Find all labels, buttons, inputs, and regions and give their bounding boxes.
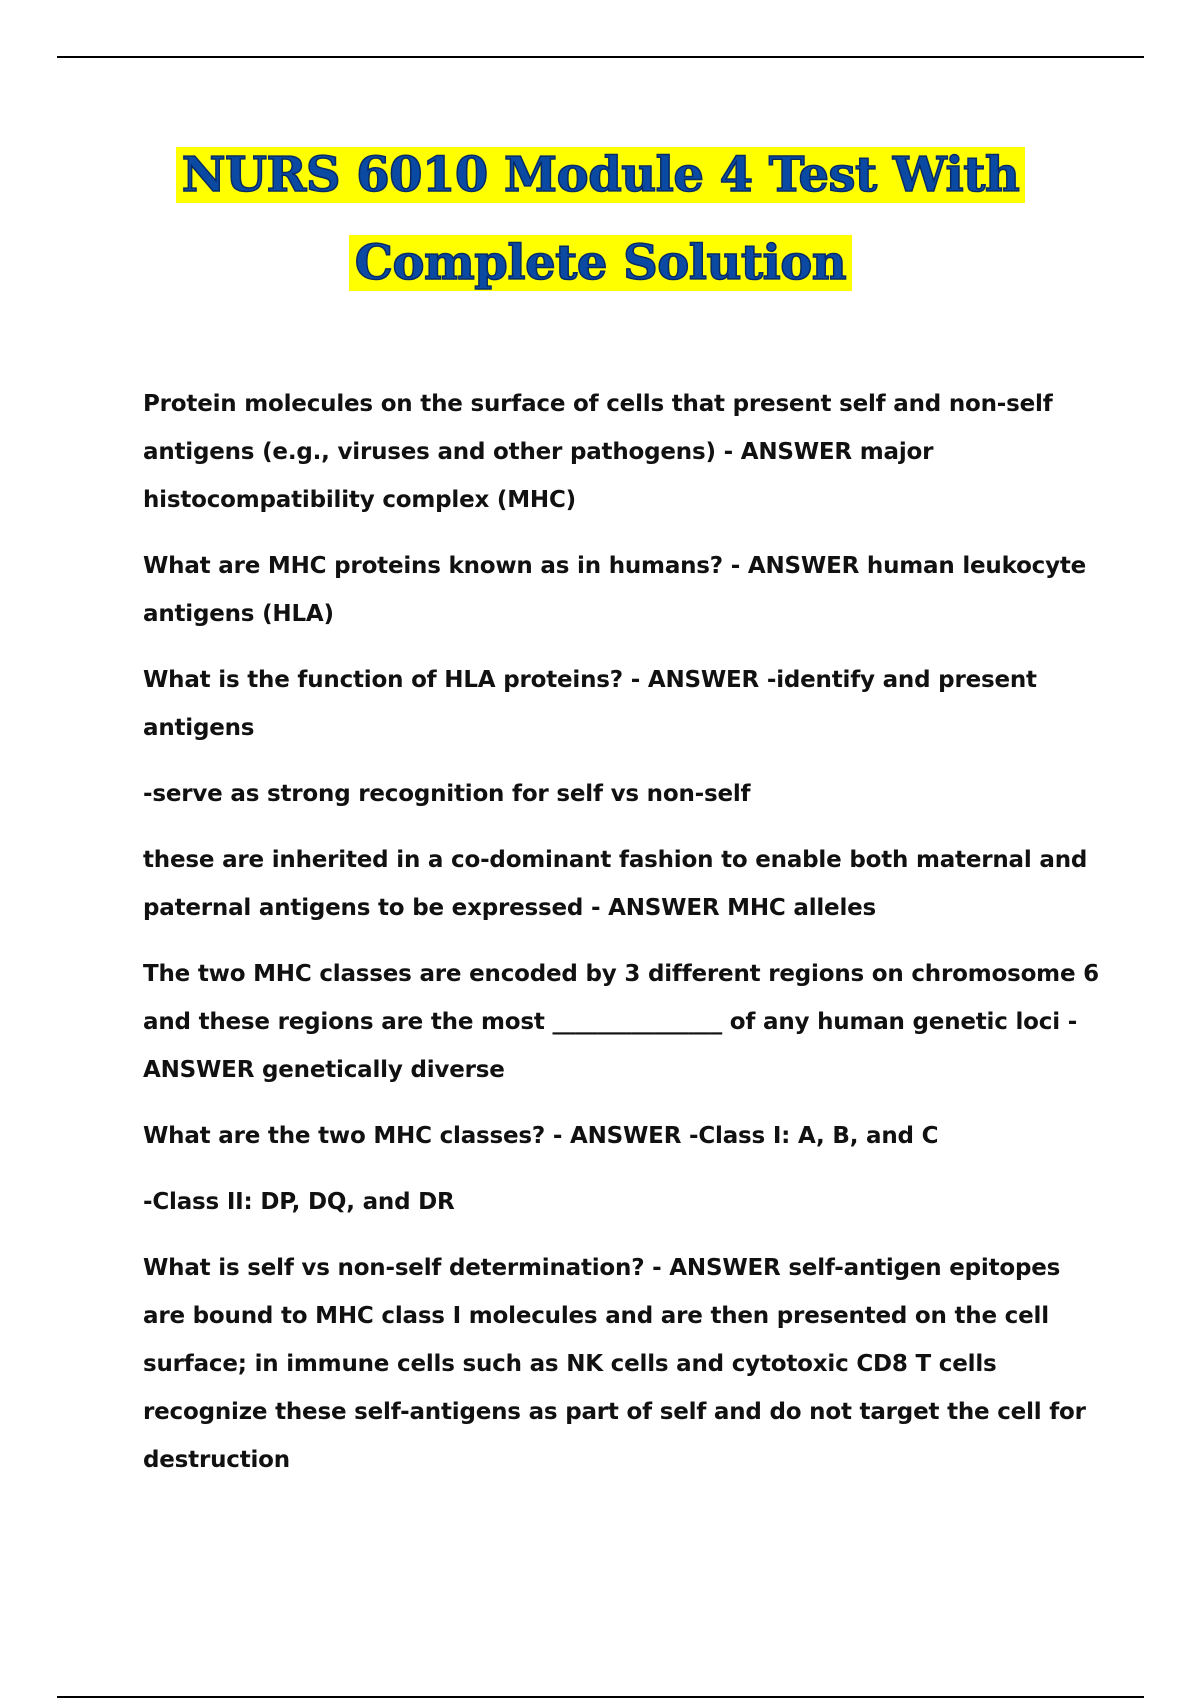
- qa-paragraph-7: What are the two MHC classes? - ANSWER -Class I: A, B, and C: [143, 1123, 939, 1149]
- title-line-1: [57, 140, 1144, 222]
- qa-paragraph-5: these are inherited in a co-dominant fashion to enable both maternal and paternal antigens to be expressed - ANSWER MHC alleles: [143, 847, 1088, 921]
- bottom-divider: [57, 1696, 1144, 1698]
- title-line-2: [57, 228, 1144, 310]
- qa-paragraph-4: -serve as strong recognition for self vs non-self: [143, 781, 751, 807]
- qa-paragraph-3: What is the function of HLA proteins? - ANSWER -identify and present antigens: [143, 667, 1037, 741]
- document-title: [57, 140, 1144, 316]
- qa-paragraph-9: What is self vs non-self determination? - ANSWER self-antigen epitopes are bound to MHC class I molecules and are then presented on the cell surface; in immune cells such as NK cells and cytotoxic CD8 T cells recognize these self-antigens as part of self and do not target the cell for destruction: [143, 1255, 1086, 1473]
- top-divider: [57, 56, 1144, 58]
- title-text-2: Complete Solution: [349, 235, 852, 291]
- document-body: [143, 380, 1103, 1502]
- qa-paragraph-8: -Class II: DP, DQ, and DR: [143, 1189, 455, 1215]
- qa-paragraph-6: The two MHC classes are encoded by 3 different regions on chromosome 6 and these regions are the most _______________ of any human genetic loci - ANSWER genetically diverse: [143, 961, 1099, 1083]
- qa-paragraph-2: What are MHC proteins known as in humans? - ANSWER human leukocyte antigens (HLA): [143, 553, 1087, 627]
- title-text-1: NURS 6010 Module 4 Test With: [176, 147, 1026, 203]
- qa-paragraph-1: Protein molecules on the surface of cells that present self and non-self antigens (e.g., viruses and other pathogens) - ANSWER major histocompatibility complex (MHC): [143, 391, 1053, 513]
